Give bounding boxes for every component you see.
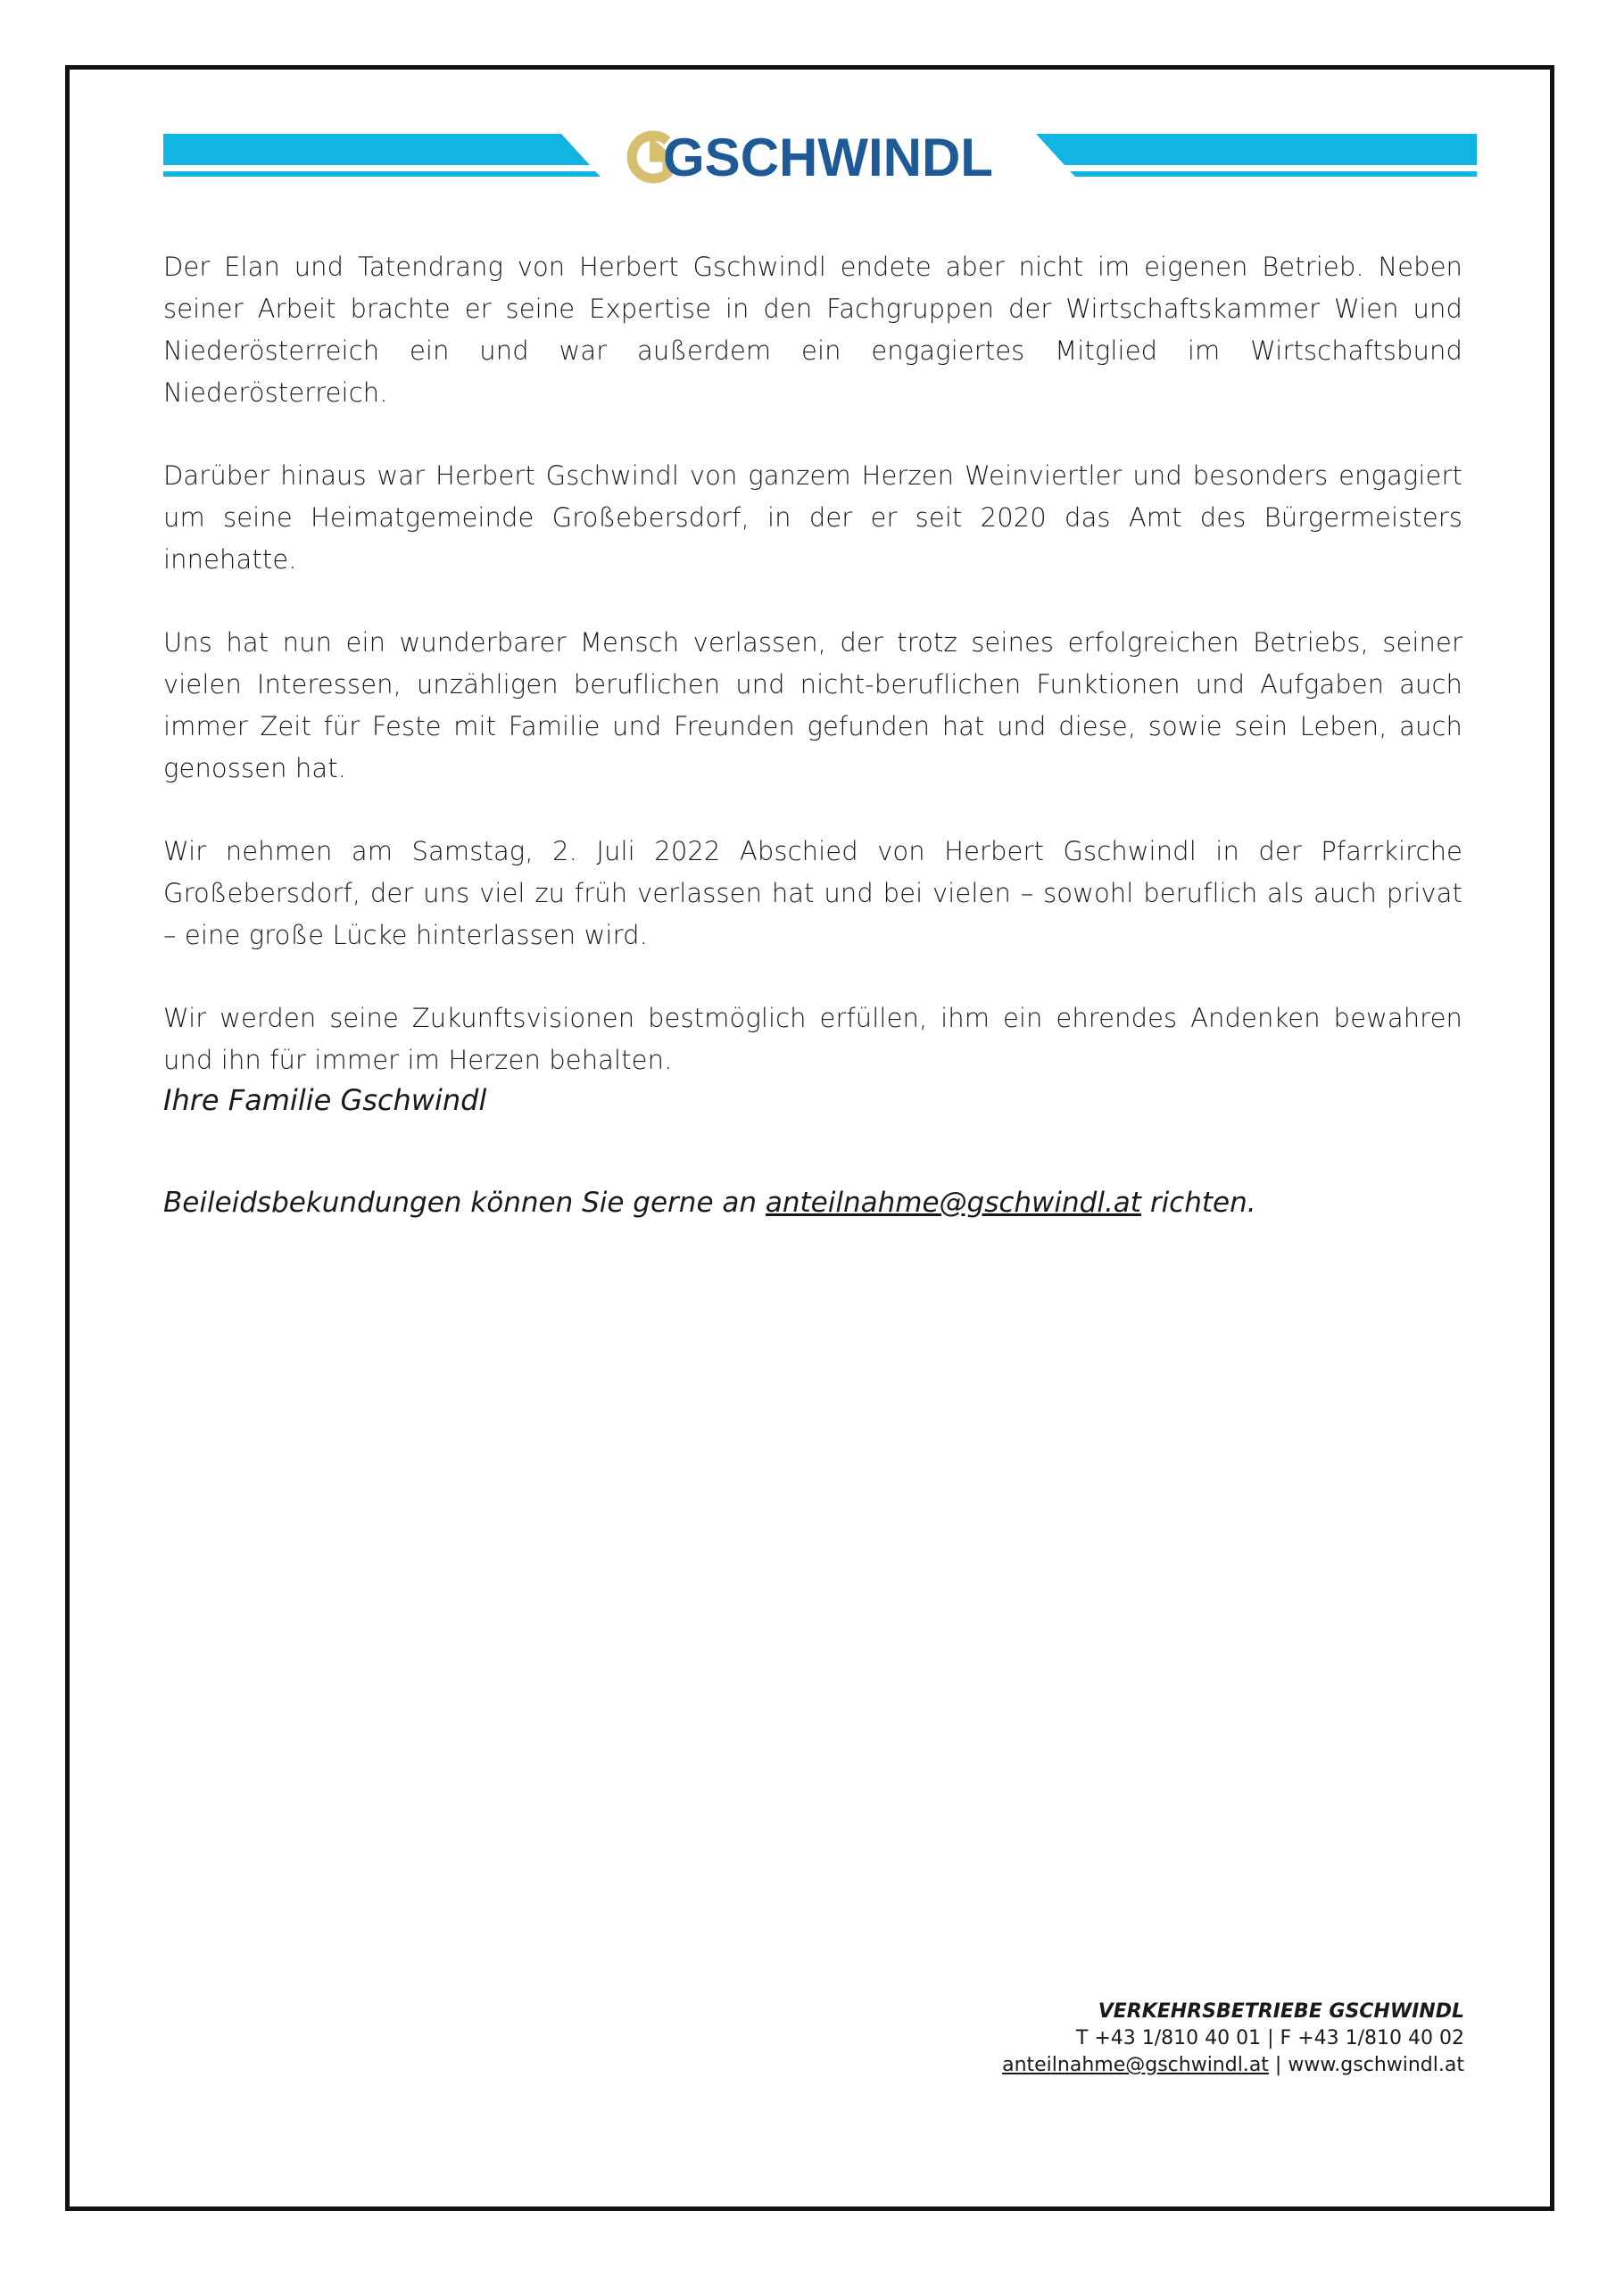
footer-contact [1002,1999,1464,2079]
letter-body [163,246,1462,1122]
paragraph: Wir nehmen am Samstag, 2. Juli 2022 Abschied von Herbert Gschwindl in der Pfarrkirche Großebersdorf, der uns viel zu früh verlassen hat und bei vielen – sowohl beruflich als auch privat – eine große Lücke hinterlassen wird. [163,836,1462,950]
condolence-prefix: Beileidsbekundungen können Sie gerne an [163,1187,766,1219]
paragraph: Darüber hinaus war Herbert Gschwindl von ganzem Herzen Weinviertler und besonders engagiert um seine Heimatgemeinde Großebersdorf, in der er seit 2020 das Amt des Bürgermeisters innehatte. [163,460,1462,575]
footer-separator: | [1268,2054,1288,2076]
paragraph: Der Elan und Tatendrang von Herbert Gschwindl endete aber nicht im eigenen Betrieb. Neben seiner Arbeit brachte er seine Expertise in den Fachgruppen der Wirtschaftskammer Wien und Niederösterreich ein und war außerdem ein engagiertes Mitglied im Wirtschaftsbund Niederösterreich. [163,252,1462,408]
brand-logo [163,125,1477,187]
brand-name: GSCHWINDL [663,128,993,187]
condolence-suffix: richten. [1140,1187,1256,1219]
left-stripe-thin [163,171,601,177]
signature: Ihre Familie Gschwindl [163,1083,487,1117]
footer-company: VERKEHRSBETRIEBE GSCHWINDL [1098,2000,1464,2023]
right-stripe-thin [1070,171,1477,177]
condolence-email-link[interactable]: anteilnahme@gschwindl.at [765,1187,1141,1219]
condolence-note [163,1187,1256,1219]
letterhead [163,125,1477,187]
footer-links [1002,2052,1464,2079]
right-stripe-thick [1036,134,1477,165]
left-stripe-thick [163,134,590,165]
footer-email-link[interactable]: anteilnahme@gschwindl.at [1002,2054,1269,2076]
footer-phones: T +43 1/810 40 01 | F +43 1/810 40 02 [1075,2027,1464,2049]
paragraph: Uns hat nun ein wunderbarer Mensch verlassen, der trotz seines erfolgreichen Betriebs, seiner vielen Interessen, unzähligen beruflichen und nicht-beruflichen Funktionen und Aufgaben auch immer Zeit für Feste mit Familie und Freunden gefunden hat und diese, sowie sein Leben, auch genossen hat. [163,627,1462,783]
footer-website[interactable]: www.gschwindl.at [1288,2054,1464,2076]
paragraph: Wir werden seine Zukunftsvisionen bestmöglich erfüllen, ihm ein ehrendes Andenken bewahren und ihn für immer im Herzen behalten. [163,1003,1462,1075]
